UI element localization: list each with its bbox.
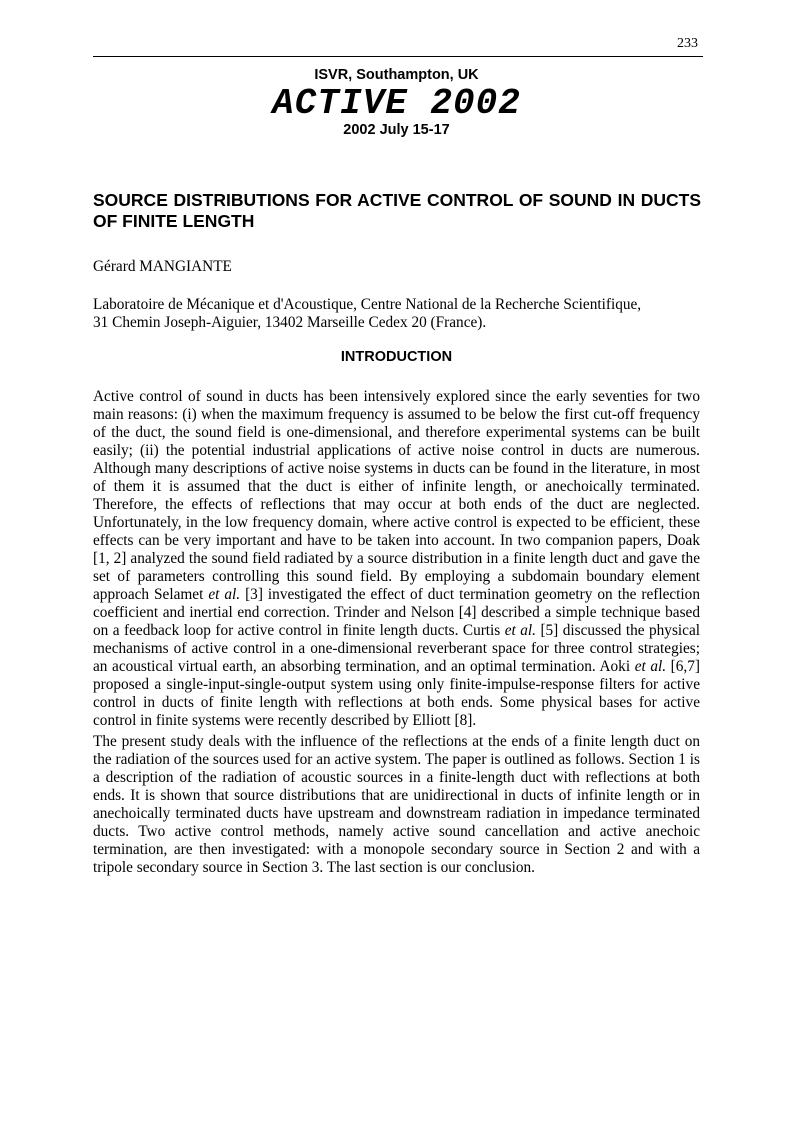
- citation-etal: et al.: [504, 622, 536, 639]
- conference-location: ISVR, Southampton, UK: [314, 67, 479, 83]
- affiliation-line: 31 Chemin Joseph-Aiguier, 13402 Marseille Cedex 20 (France).: [93, 314, 487, 331]
- citation-etal: et al.: [634, 658, 667, 675]
- section-heading-introduction: INTRODUCTION: [340, 349, 453, 365]
- introduction-paragraph-2: The present study deals with the influence of the reflections at the ends of a finite length duct on the radiation of the sources used for an active system. The paper is outlined as follows. Section 1 is a description of the radiation of acoustic sources in a finite-length duct with reflections at both ends. It is shown that source distributions that are unidirectional in ducts of infinite length or in anechoically terminated ducts have upstream and downstream radiation in impedance terminated ducts. Two active control methods, namely active sound cancellation and active anechoic termination, are then investigated: with a monopole secondary source in Section 2 and with a tripole secondary source in Section 3. The last section is our conclusion.: [93, 733, 700, 876]
- text-run: Active control of sound in ducts has been intensively explored since the early seventies for two main reasons: (i) when the maximum frequency is assumed to be below the first cut-off frequency of the duct, the sound field is one-dimensional, and therefore experimental systems can be built easily; (ii) the potential industrial applications of active noise control in ducts are numerous. Although many descriptions of active noise systems in ducts can be found in the literature, in most of them it is assumed that the duct is either of infinite length, or anechoically terminated. Therefore, the effects of reflections that may occur at both ends of the duct are neglected. Unfortunately, in the low frequency domain, where active control is expected to be efficient, these effects can be very important and have to be taken into account. In two companion papers, Doak [1, 2] analyzed the sound field radiated by a source distribution in a finite length duct and gave the set of parameters controlling this sound field. By employing a subdomain boundary element approach Selamet: [93, 388, 700, 603]
- conference-name: ACTIVE 2002: [272, 83, 521, 124]
- author-name: Gérard MANGIANTE: [93, 258, 232, 275]
- page-number: 233: [677, 36, 698, 51]
- introduction-body: [93, 388, 700, 877]
- text-run: [5] discussed the physical mechanisms of active control in a one-dimensional reverberant space for three control strategies; an acoustical virtual earth, an absorbing termination, and an optimal termination. Aoki: [93, 622, 700, 675]
- author-affiliation: [93, 296, 713, 332]
- conference-dates: 2002 July 15-17: [343, 122, 450, 138]
- text-run: [6,7] proposed a single-input-single-output system using only finite-impulse-response filters for active control in ducts of finite length with reflections at both ends. Some physical bases for active control in finite systems were recently described by Elliott [8].: [93, 658, 700, 729]
- citation-etal: et al.: [208, 586, 241, 603]
- header-rule: [93, 56, 703, 57]
- paper-title: SOURCE DISTRIBUTIONS FOR ACTIVE CONTROL OF SOUND IN DUCTS OF FINITE LENGTH: [93, 190, 701, 231]
- text-run: [3] investigated the effect of duct termination geometry on the reflection coefficient and inertial end correction. Trinder and Nelson [4] described a simple technique based on a feedback loop for active control in finite length ducts. Curtis: [93, 586, 700, 639]
- conference-header: [0, 66, 793, 139]
- affiliation-line: Laboratoire de Mécanique et d'Acoustique, Centre National de la Recherche Scientifique,: [93, 296, 642, 313]
- introduction-paragraph-1: [93, 388, 700, 730]
